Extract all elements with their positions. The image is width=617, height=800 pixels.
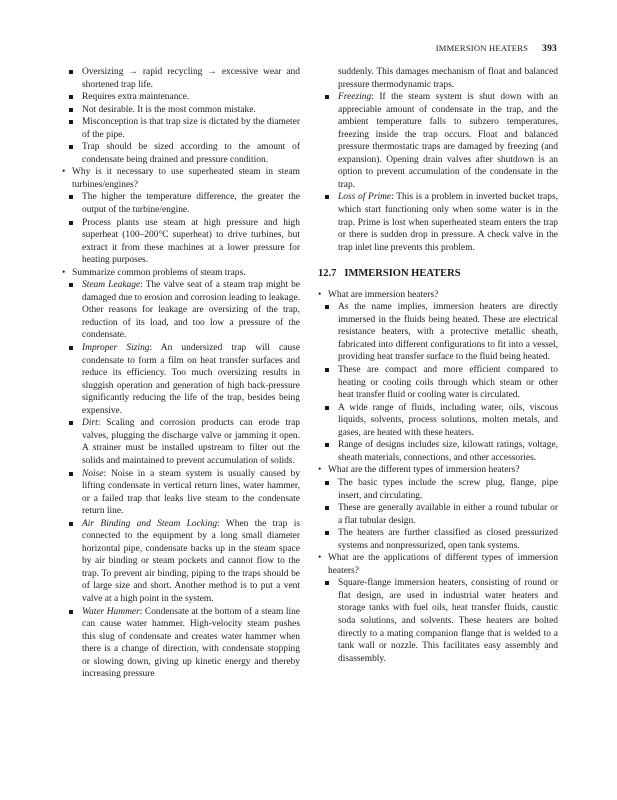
problem-text: : The valve seat of a steam trap might be damaged due to erosion and corrosion leading to leakage. Other reasons for leakage are oversizing of the trap, reduction of its load, and too low a pressure of the condensate. [82,280,300,341]
problem-term: Noise [82,468,104,479]
list-item: As the name implies, immersion heaters are directly immersed in the fluids being heated. These are electrical resistance heaters, with a protective metallic sheath, fabricated into different configurations to fit into a vessel, providing heat transfer surface to the fluid being heated. [318,301,558,364]
list-item: These are compact and more efficient compared to heating or cooling coils through which steam or other heat transfer fluid or cooling water is circulated. [318,364,558,402]
running-header [436,43,557,54]
top-bullet-list [62,66,300,166]
list-item [62,518,300,606]
list-item [62,342,300,417]
list-item: Requires extra maintenance. [62,91,300,104]
problem-text: : This is a problem in inverted bucket traps, which start functioning only when some water is in the trap. Prime is lost when superheated steam enters the trap or there is sudden drop in pressure. A check valve in the trap inlet line prevents this problem. [338,192,558,253]
list-item: Square-flange immersion heaters, consisting of round or flat design, are used in industrial water heaters and storage tanks with fuel oils, heat transfer fluids, caustic soda solutions, and solvents. These heaters are bolted directly to a mating companion flange that is welded to a tank wall or nozzle. This facilitates easy assembly and disassembly. [318,577,558,665]
question: • Why is it necessary to use superheated steam in steam turbines/engines? [62,166,300,191]
continued-text: suddenly. This damages mechanism of float and balanced pressure thermodynamic traps. [338,67,558,90]
list-item [318,91,558,191]
list-item [62,468,300,518]
list-item [318,191,558,254]
problem-text: : An undersized trap will cause condensate to form a film on heat transfer surfaces and reduce its efficiency. Too much oversizing results in sluggish operation and generation of high back-pressure significantly reducing the life of the trap, besides being expensive. [82,343,301,416]
answer-list [62,191,300,266]
list-item: Oversizing → rapid recycling → excessive wear and shortened trap life. [62,66,300,91]
left-column [62,66,300,681]
answer-list [318,477,558,552]
problem-term: Steam Leakage [82,280,141,291]
problem-term: Freezing [338,92,372,103]
list-item: The higher the temperature difference, the greater the output of the turbine/engine. [62,191,300,216]
question: • What are immersion heaters? [318,289,558,302]
running-title: IMMERSION HEATERS [435,43,529,53]
section-number: 12.7 [318,268,337,280]
page-number: 393 [542,44,557,54]
answer-list [318,577,558,665]
list-item: A wide range of fluids, including water, oils, viscous liquids, solvents, process solutions, molten metals, and gases, are heated with these heaters. [318,402,558,440]
list-item: Not desirable. It is the most common mistake. [62,104,300,117]
problem-term: Loss of Prime [338,192,392,203]
problem-text: : If the steam system is shut down with an appreciable amount of condensate in the trap, and the ambient temperature falls to subzero temperatures, freezing inside the trap occurs. Float and balanced pressure thermostatic traps are damaged by freezing (and expansion). Opening drain valves after shutdown is an option to prevent accumulation of the condensate in the trap. [338,92,558,190]
list-item [62,417,300,467]
list-item: Range of designs includes size, kilowatt ratings, voltage, sheath materials, connections, and other accessories. [318,439,558,464]
problem-term: Water Hammer [82,606,140,617]
section-title: IMMERSION HEATERS [344,268,461,280]
question: • What are the applications of different types of immersion heaters? [318,552,558,577]
problem-term: Dirt [82,418,98,429]
problem-text: : When the trap is connected to the equipment by a long small diameter horizontal pipe, condensate backs up in the steam space by air binding or steam pockets and cannot flow to the trap. To prevent air binding, piping to the traps should be of large size and short. Another method is to put a vent valve at a high point in the system. [82,518,300,604]
problem-text: : Noise in a steam system is usually caused by lifting condensate in vertical return lines, water hammer, or a failed trap that leaks live steam to the condensate return line. [82,468,300,517]
list-item: Trap should be sized according to the amount of condensate being drained and pressure condition. [62,141,300,166]
problem-term: Improper Sizing [82,343,150,354]
list-item: The heaters are further classified as closed pressurized systems and nonpressurized, open tank systems. [318,527,558,552]
question: • Summarize common problems of steam traps. [62,267,300,280]
problem-text: : Condensate at the bottom of a steam line can cause water hammer. High-velocity steam pushes this slug of condensate and creates water hammer when there is a change of direction, with condensate stopping or slowing down, giving up kinetic energy and thereby increasing pressure [82,606,300,680]
list-item: Process plants use steam at high pressure and high superheat (100–200°C superheat) to drive turbines, but extract it from these machines at a lower pressure for heating purposes. [62,217,300,267]
answer-list [318,301,558,464]
answer-list [318,91,558,254]
section-heading [318,268,558,281]
right-column [318,66,558,665]
problem-term: Air Binding and Steam Locking [82,518,218,529]
list-item [62,279,300,342]
list-item: These are generally available in either a round tubular or a flat tubular design. [318,502,558,527]
list-item: Misconception is that trap size is dictated by the diameter of the pipe. [62,116,300,141]
question: • What are the different types of immersion heaters? [318,464,558,477]
list-item: The basic types include the screw plug, flange, pipe insert, and circulating. [318,477,558,502]
list-item [62,606,300,681]
answer-list [62,279,300,681]
problem-text: : Scaling and corrosion products can erode trap valves, plugging the discharge valve or jamming it open. A strainer must be installed upstream to filter out the solids and maintained to prevent accumulation of solids. [82,418,300,466]
